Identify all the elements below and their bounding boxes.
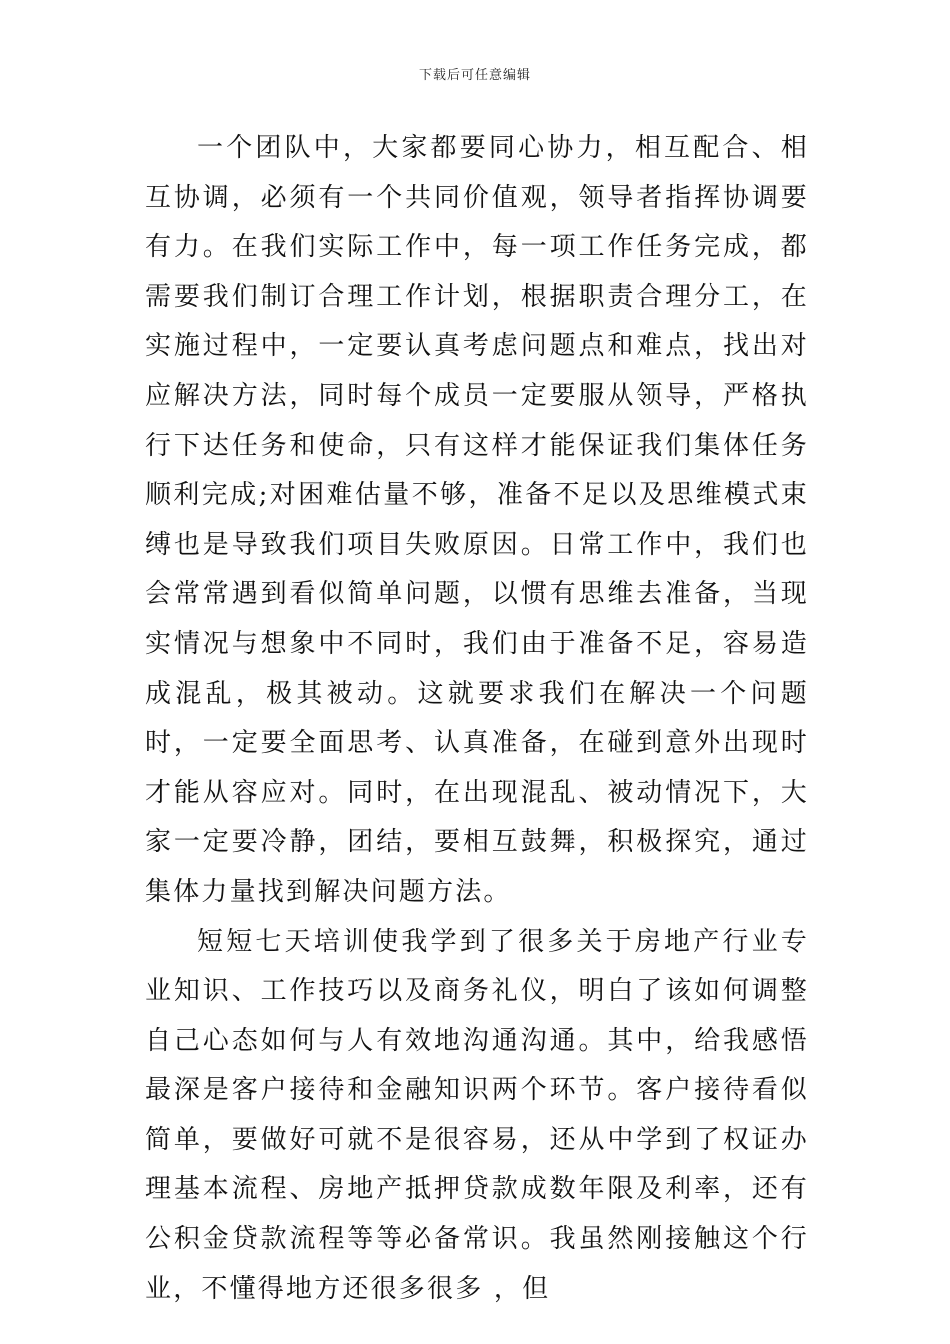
document-body	[145, 124, 809, 1314]
page-header: 下载后可任意编辑	[418, 68, 531, 83]
paragraph-training: 短短七天培训使我学到了很多关于房地产行业专业知识、工作技巧以及商务礼仪，明白了该如何调整自己心态如何与人有效地沟通沟通。其中，给我感悟最深是客户接待和金融知识两个环节。客户接待看似简单，要做好可就不是很容易，还从中学到了权证办理基本流程、房地产抵押贷款成数年限及利率，还有公积金贷款流程等等必备常识。我虽然刚接触这个行业，不懂得地方还很多很多 ，但	[145, 926, 809, 1304]
paragraph-teamwork: 一个团队中，大家都要同心协力，相互配合、相互协调，必须有一个共同价值观，领导者指挥协调要有力。在我们实际工作中，每一项工作任务完成，都需要我们制订合理工作计划，根据职责合理分工，在实施过程中，一定要认真考虑问题点和难点，找出对应解决方法，同时每个成员一定要服从领导，严格执行下达任务和使命，只有这样才能保证我们集体任务顺利完成;对困难估量不够，准备不足以及思维模式束缚也是导致我们项目失败原因。日常工作中，我们也会常常遇到看似简单问题，以惯有思维去准备，当现实情况与想象中不同时，我们由于准备不足，容易造成混乱，极其被动。这就要求我们在解决一个问题时，一定要全面思考、认真准备，在碰到意外出现时才能从容应对。同时，在出现混乱、被动情况下，大家一定要冷静，团结，要相互鼓舞，积极探究，通过集体力量找到解决问题方法。	[145, 133, 809, 907]
